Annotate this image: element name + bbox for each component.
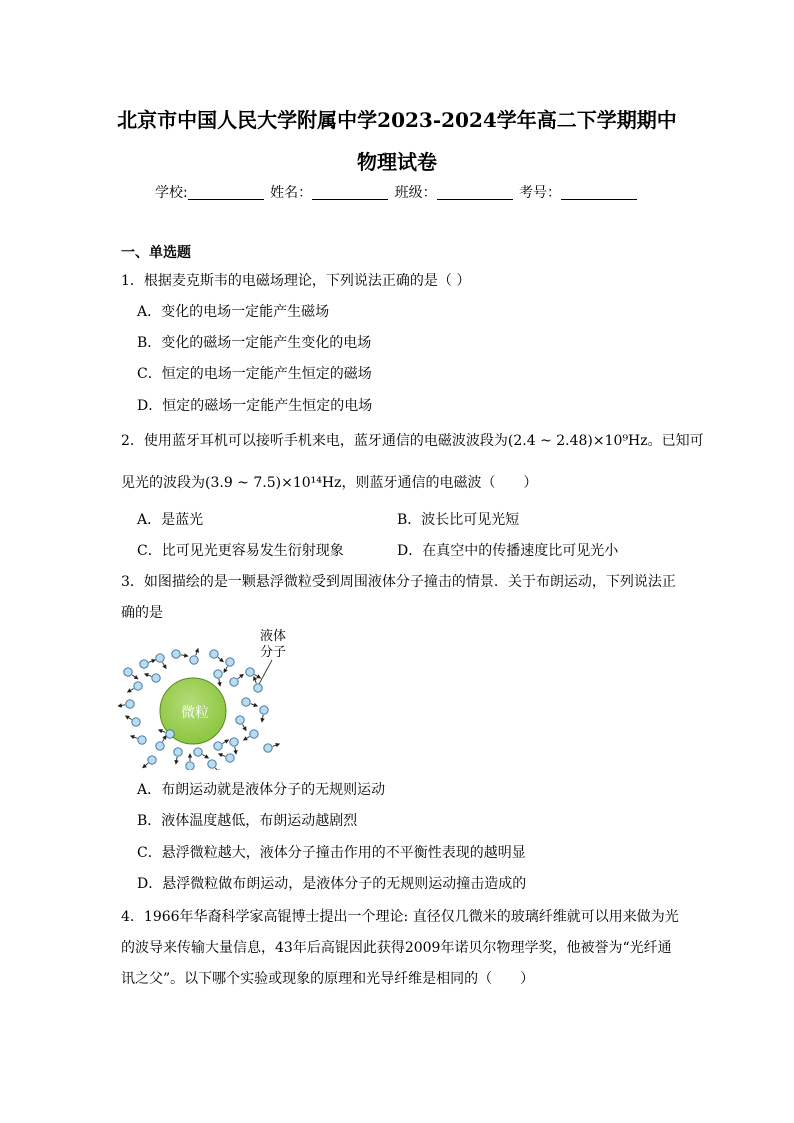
liquid-label-line2: 分子 bbox=[260, 645, 287, 660]
q3-option-d: D．悬浮微粒做布朗运动，是液体分子的无规则运动撞击造成的 bbox=[137, 876, 527, 892]
molecule bbox=[166, 730, 174, 738]
molecule bbox=[126, 700, 134, 708]
molecule bbox=[250, 730, 258, 738]
q1-option-b: B．变化的磁场一定能产生变化的电场 bbox=[137, 335, 372, 351]
question-2-stem-line2: 见光的波段为(3.9 ~ 7.5)×10¹⁴Hz，则蓝牙通信的电磁波（ ） bbox=[121, 475, 538, 491]
q1-option-a: A．变化的电场一定能产生磁场 bbox=[137, 304, 330, 320]
molecule bbox=[226, 754, 234, 762]
q2-option-d: D．在真空中的传播速度比可见光小 bbox=[397, 543, 619, 559]
molecule bbox=[148, 756, 156, 764]
student-info-row bbox=[0, 182, 794, 202]
class-blank[interactable] bbox=[437, 185, 513, 200]
molecule-velocity-arrow bbox=[143, 763, 148, 767]
molecule bbox=[140, 660, 148, 668]
molecule bbox=[152, 674, 160, 682]
name-blank[interactable] bbox=[312, 185, 388, 200]
molecule-velocity-arrow bbox=[163, 736, 167, 742]
molecule bbox=[210, 650, 218, 658]
molecule bbox=[242, 698, 250, 706]
molecule-velocity-arrow bbox=[163, 662, 167, 668]
molecule-velocity-arrow bbox=[181, 655, 188, 656]
question-4-stem-line1: 4．1966年华裔科学家高锟博士提出一个理论: 直径仅几微米的玻璃纤维就可以用来做为光 bbox=[121, 909, 679, 925]
question-2-stem-line1: 2．使用蓝牙耳机可以接听手机来电，蓝牙通信的电磁波波段为(2.4 ~ 2.48)×10⁹Hz。已知可 bbox=[121, 433, 704, 449]
question-1-stem: 1．根据麦克斯韦的电磁场理论，下列说法正确的是（ ） bbox=[121, 273, 471, 289]
section-title: 一、单选题 bbox=[121, 245, 191, 261]
molecule-velocity-arrow bbox=[238, 674, 243, 678]
molecule-velocity-arrow bbox=[219, 754, 226, 756]
molecule bbox=[186, 762, 194, 770]
molecule bbox=[124, 668, 132, 676]
molecule bbox=[264, 744, 272, 752]
exam-number-blank[interactable] bbox=[561, 185, 637, 200]
molecule bbox=[226, 658, 234, 666]
molecule bbox=[214, 670, 222, 678]
page-title: 北京市中国人民大学附属中学2023-2024学年高二下学期期中 bbox=[117, 108, 677, 132]
school-blank[interactable] bbox=[188, 185, 264, 200]
molecule-velocity-arrow bbox=[243, 724, 247, 730]
molecule-velocity-arrow bbox=[224, 666, 228, 672]
question-3-stem-line2: 确的是 bbox=[121, 605, 163, 621]
molecule bbox=[194, 748, 202, 756]
q3-option-b: B．液体温度越低，布朗运动越剧烈 bbox=[137, 813, 358, 829]
label-leader-line bbox=[258, 660, 272, 686]
molecule-velocity-arrow bbox=[219, 679, 220, 686]
molecule bbox=[156, 742, 164, 750]
molecule bbox=[174, 748, 182, 756]
molecule-velocity-arrow bbox=[149, 660, 156, 662]
molecule bbox=[236, 716, 244, 724]
molecule-velocity-arrow bbox=[159, 730, 166, 732]
question-3-stem-line1: 3．如图描绘的是一颗悬浮微粒受到周围液体分子撞击的情景．关于布朗运动，下列说法正 bbox=[121, 574, 676, 590]
molecule-velocity-arrow bbox=[244, 737, 250, 741]
q2-option-b: B．波长比可见光短 bbox=[397, 512, 520, 528]
molecule-velocity-arrow bbox=[145, 674, 152, 676]
particle-label: 微粒 bbox=[181, 705, 209, 721]
molecule bbox=[254, 684, 262, 692]
molecule-velocity-arrow bbox=[218, 657, 223, 661]
molecule-velocity-arrow bbox=[273, 744, 280, 746]
molecule-velocity-arrow bbox=[132, 675, 138, 679]
question-4-stem-line2: 的波导来传输大量信息，43年后高锟因此获得2009年诺贝尔物理学奖，他被誉为“光纤通 bbox=[121, 940, 672, 956]
q1-option-c: C．恒定的电场一定能产生恒定的磁场 bbox=[137, 366, 372, 382]
molecule-velocity-arrow bbox=[202, 755, 208, 759]
school-label: 学校: bbox=[154, 185, 188, 201]
brownian-motion-figure bbox=[118, 624, 308, 770]
molecule-velocity-arrow bbox=[254, 675, 260, 679]
molecule-velocity-arrow bbox=[235, 747, 236, 754]
molecule bbox=[230, 678, 238, 686]
question-4-stem-line3: 讯之父”。以下哪个实验或现象的原理和光导纤维是相同的（ ） bbox=[121, 971, 535, 987]
molecule-velocity-arrow bbox=[131, 736, 138, 738]
molecule bbox=[246, 668, 254, 676]
molecule-velocity-arrow bbox=[215, 768, 219, 770]
liquid-label-line1: 液体 bbox=[260, 629, 287, 644]
q1-option-d: D．恒定的磁场一定能产生恒定的电场 bbox=[137, 398, 373, 414]
q2-option-c: C．比可见光更容易发生衍射现象 bbox=[137, 543, 344, 559]
molecule-velocity-arrow bbox=[176, 757, 177, 764]
molecule-velocity-arrow bbox=[254, 677, 256, 684]
class-label: 班级： bbox=[394, 185, 437, 201]
name-label: 姓名： bbox=[270, 185, 313, 201]
q2-option-a: A．是蓝光 bbox=[137, 512, 204, 528]
molecule bbox=[138, 736, 146, 744]
molecule-velocity-arrow bbox=[126, 716, 132, 720]
molecule bbox=[230, 738, 238, 746]
molecule bbox=[214, 742, 222, 750]
molecule-velocity-arrow bbox=[196, 649, 198, 656]
molecule bbox=[172, 650, 180, 658]
molecule bbox=[208, 760, 216, 768]
exam-number-label: 考号： bbox=[519, 185, 562, 201]
molecule-velocity-arrow bbox=[128, 689, 134, 693]
molecule-velocity-arrow bbox=[262, 715, 263, 722]
q3-option-c: C．悬浮微粒越大，液体分子撞击作用的不平衡性表现的越明显 bbox=[137, 845, 526, 861]
molecule-velocity-arrow bbox=[222, 740, 228, 744]
molecule-velocity-arrow bbox=[118, 705, 125, 706]
molecule bbox=[132, 718, 140, 726]
q3-option-a: A．布朗运动就是液体分子的无规则运动 bbox=[137, 782, 386, 798]
molecule-velocity-arrow bbox=[251, 704, 258, 706]
molecule bbox=[134, 682, 142, 690]
page-subtitle: 物理试卷 bbox=[357, 150, 437, 174]
molecule bbox=[156, 654, 164, 662]
molecule bbox=[190, 656, 198, 664]
molecule bbox=[260, 706, 268, 714]
